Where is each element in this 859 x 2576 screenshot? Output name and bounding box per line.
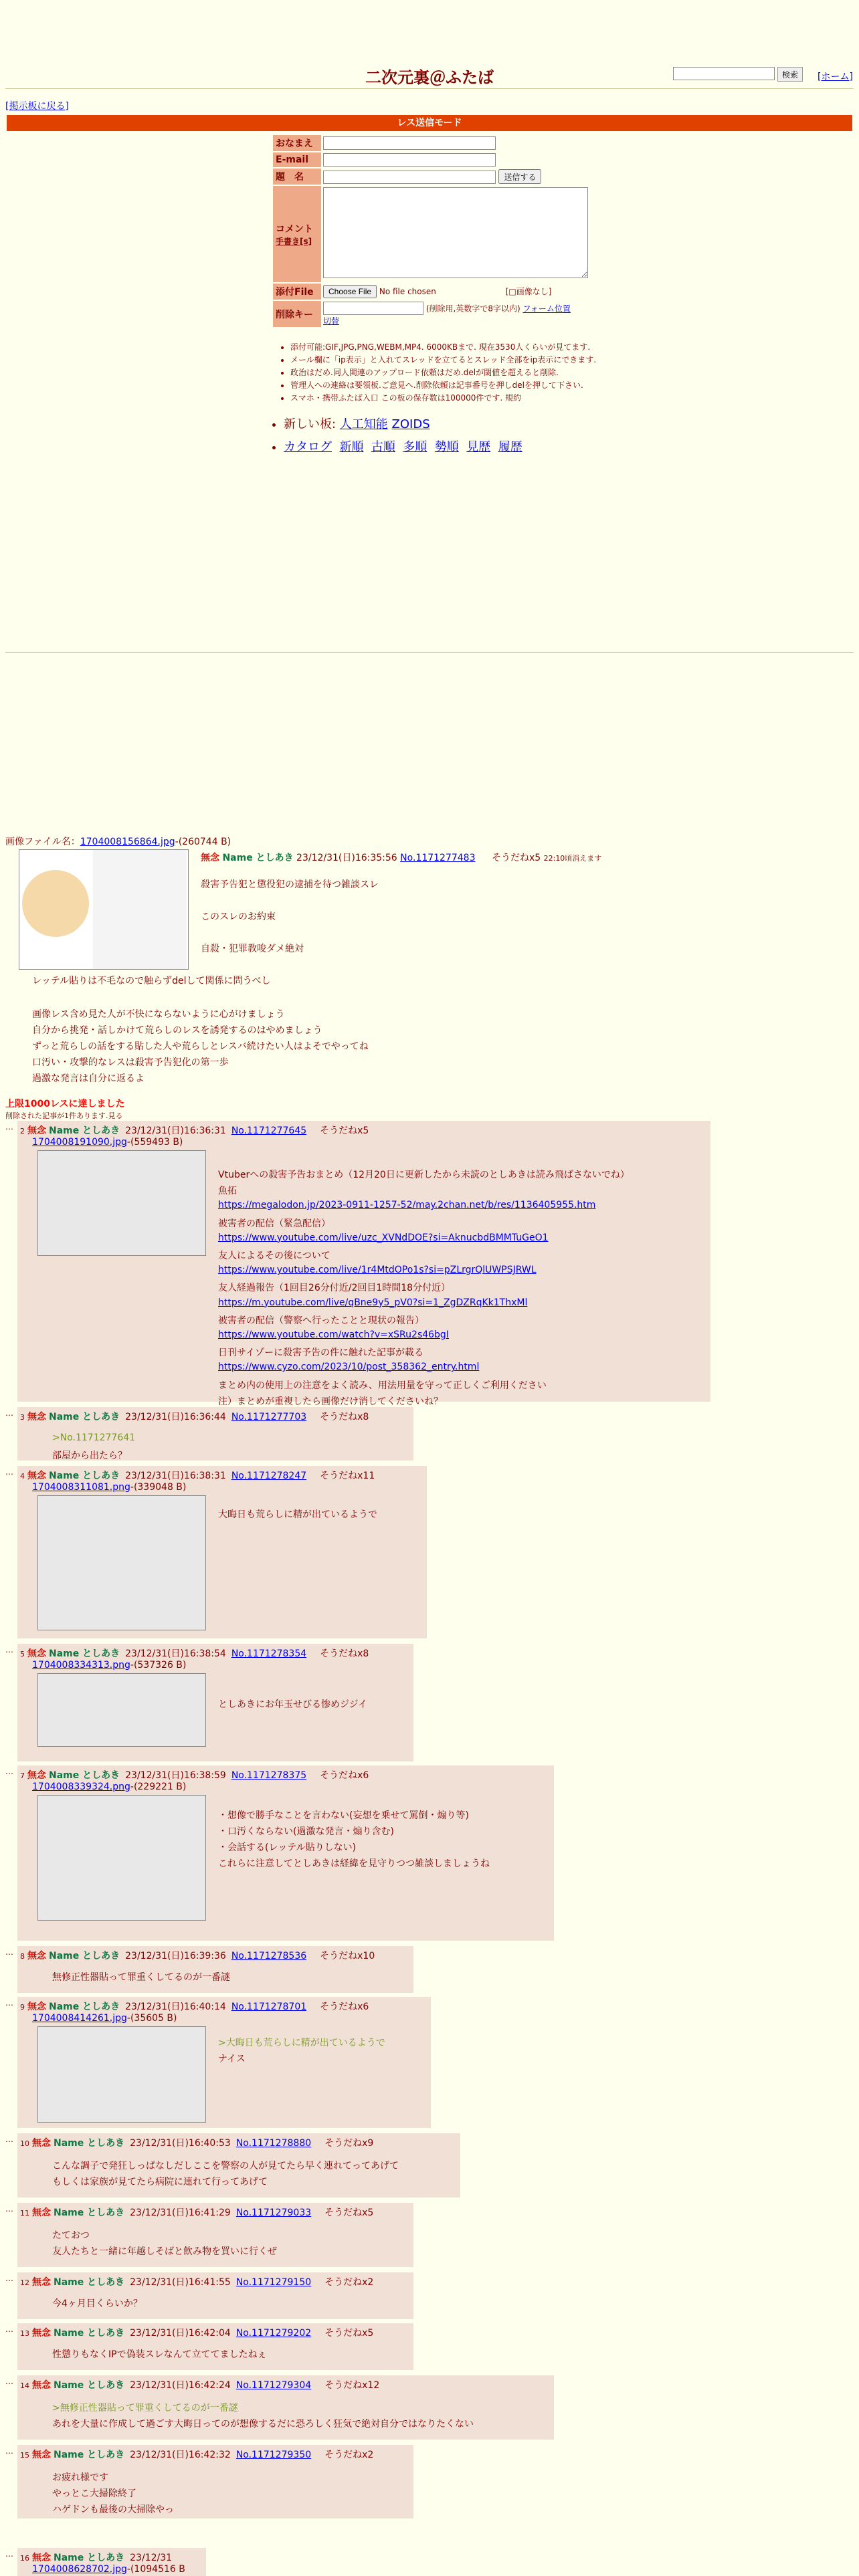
op-name: Name としあき xyxy=(222,853,294,863)
post-form xyxy=(272,134,590,328)
reply-thumbnail[interactable] xyxy=(37,1673,206,1747)
op-line: 自分から挑発・話しかけて荒らしのレスを誘発するのはやめましょう xyxy=(32,1025,322,1036)
reply-post xyxy=(5,1997,431,2128)
reply-header xyxy=(20,1410,369,1423)
reply-line: お疲れ様です xyxy=(52,2472,108,2483)
reply-name: Name としあき xyxy=(49,1648,120,1659)
reply-sodane[interactable]: そうだねx6 xyxy=(320,1770,369,1781)
reply-header xyxy=(20,1646,369,1660)
notes-list xyxy=(281,341,625,405)
reply-line: 性懲りもなくIPで偽装スレなんて立ててましたねぇ xyxy=(52,2349,267,2360)
reply-file-link[interactable]: 1704008191090.jpg xyxy=(32,1137,127,1148)
reply-sodane[interactable]: そうだねx12 xyxy=(324,2380,380,2391)
op-line: 自殺・犯罪教唆ダメ絶対 xyxy=(201,944,304,954)
op-file-link[interactable]: 1704008156864.jpg xyxy=(80,837,175,847)
reply-file-size: -(1094516 B xyxy=(126,2564,185,2575)
reply-subject: 無念 xyxy=(27,1412,46,1422)
reply-post-number[interactable]: No.1171277645 xyxy=(231,1125,307,1136)
reply-quote: >無修正性器貼って罪重くしてるのが一番謎 xyxy=(52,2403,238,2413)
reply-date: 23/12/31(日)16:39:36 xyxy=(125,1951,226,1961)
reply-index: 2 xyxy=(20,1127,25,1136)
reply-subject: 無念 xyxy=(27,2002,46,2012)
reply-line: こんな調子で発狂しっぱなしだしここを警察の人が見てたら早く連れてってあげて xyxy=(52,2161,399,2171)
reply-index: 15 xyxy=(20,2451,29,2460)
reply-name: Name としあき xyxy=(54,2138,125,2149)
reply-line: ・口汚くならない(過激な発言・煽り含む) xyxy=(218,1826,394,1837)
reply-header xyxy=(20,1768,369,1782)
reply-marker: … xyxy=(5,2135,13,2144)
op-line: 画像レス含め見た人が不快にならないように心がけましょう xyxy=(32,1009,285,1020)
reply-link[interactable]: https://www.youtube.com/live/uzc_XVNdDOE?si=AknucbdBMMTuGeO1 xyxy=(218,1232,549,1243)
reply-line: まとめ内の使用上の注意をよく読み、用法用量を守って正しくご利用ください xyxy=(218,1380,547,1391)
reply-sodane[interactable]: そうだねx9 xyxy=(324,2138,374,2149)
reply-line: Vtuberへの殺害予告おまとめ（12月20日に更新したから未読のとしあきは読み飛ばさないでね） xyxy=(218,1170,630,1180)
reply-marker: … xyxy=(5,2446,13,2456)
catalog-nav xyxy=(284,437,522,455)
reply-name: Name としあき xyxy=(54,2277,125,2288)
reply-marker: … xyxy=(5,1645,13,1654)
reply-subject: 無念 xyxy=(32,2328,51,2339)
home-link[interactable]: [ホーム] xyxy=(818,72,853,82)
comment-label: コメント xyxy=(276,223,313,235)
reply-post-number[interactable]: No.1171279033 xyxy=(235,2208,312,2218)
op-line: 口汚い・攻撃的なレスは殺害予告犯化の第一歩 xyxy=(32,1057,229,1068)
reply-date: 23/12/31(日)16:41:55 xyxy=(130,2277,231,2288)
reply-thumbnail[interactable] xyxy=(37,1495,206,1630)
reply-marker: … xyxy=(5,2377,13,2386)
reply-post-number[interactable]: No.1171278375 xyxy=(231,1770,307,1781)
reply-marker: … xyxy=(5,2325,13,2334)
divider xyxy=(5,88,854,90)
search-button[interactable]: 検索 xyxy=(777,67,803,82)
reply-header xyxy=(20,2378,379,2391)
reply-line: 無修正性器貼って罪重くしてるのが一番謎 xyxy=(52,1972,230,1983)
reply-date: 23/12/31(日)16:38:31 xyxy=(125,1471,226,1481)
subject-field[interactable] xyxy=(323,171,496,184)
reply-name: Name としあき xyxy=(54,2553,125,2563)
reply-date: 23/12/31(日)16:38:54 xyxy=(125,1648,226,1659)
reply-post xyxy=(5,2323,413,2370)
reply-file-link[interactable]: 1704008311081.png xyxy=(32,1482,130,1493)
reply-post xyxy=(5,1765,554,1941)
reply-link[interactable]: https://www.cyzo.com/2023/10/post_358362_entry.html xyxy=(218,1362,480,1373)
reply-line: 友人によるその後について xyxy=(218,1251,330,1261)
reply-link[interactable]: https://m.youtube.com/live/qBne9y5_pV0?si=1_ZgDZRqKk1ThxMl xyxy=(218,1297,528,1308)
reply-sodane[interactable]: そうだねx6 xyxy=(320,2002,369,2012)
reply-post xyxy=(5,2203,413,2267)
reply-line: ハゲドンも最後の大掃除やっ xyxy=(52,2504,174,2515)
reply-sodane[interactable]: そうだねx2 xyxy=(324,2277,374,2288)
reply-file-link[interactable]: 1704008414261.jpg xyxy=(32,2013,127,2024)
new-board-link-ai[interactable]: 人工知能 xyxy=(339,417,388,431)
reply-marker: … xyxy=(5,1408,13,1418)
reply-index: 3 xyxy=(20,1413,25,1422)
reply-index: 9 xyxy=(20,2003,25,2012)
email-field[interactable] xyxy=(323,153,496,167)
delkey-label: 削除キー xyxy=(273,301,321,327)
reply-header xyxy=(20,2448,373,2461)
reply-name: Name としあき xyxy=(49,1951,120,1961)
new-board-link-zoids[interactable]: ZOIDS xyxy=(391,417,430,431)
reply-post xyxy=(5,2133,460,2197)
reply-subject: 無念 xyxy=(32,2138,51,2149)
reply-file-info xyxy=(32,2013,177,2024)
new-board-label: 新しい板: xyxy=(284,417,337,431)
reply-post xyxy=(5,1407,413,1461)
reply-name: Name としあき xyxy=(49,2002,120,2012)
reply-post-number[interactable]: No.1171279304 xyxy=(235,2380,312,2391)
phone-screenshot-image xyxy=(93,850,187,969)
reply-thumbnail[interactable] xyxy=(37,1795,206,1921)
reply-marker: … xyxy=(5,1998,13,2008)
reply-header xyxy=(20,2136,373,2149)
reply-post xyxy=(5,1946,413,1993)
name-field[interactable] xyxy=(323,136,496,150)
reply-name: Name としあき xyxy=(54,2328,125,2339)
reply-header xyxy=(20,2206,373,2219)
name-label: おなまえ xyxy=(273,135,321,151)
sort-momentum-link[interactable]: 勢順 xyxy=(434,440,459,454)
switch-link[interactable]: 切替 xyxy=(323,316,340,326)
note-item: • 政治はだめ.同人関連のアップロード依頼はだめ.delが閾値を超えると削除. xyxy=(290,366,625,378)
reply-header xyxy=(20,2326,373,2339)
delkey-field[interactable] xyxy=(323,302,423,315)
reply-link[interactable]: https://megalodon.jp/2023-0911-1257-52/may.2chan.net/b/res/1136405955.htm xyxy=(218,1200,596,1211)
reply-line: 部屋から出たら？ xyxy=(52,1451,127,1461)
reply-marker: … xyxy=(5,1947,13,1957)
reply-index: 10 xyxy=(20,2139,29,2148)
reply-name: Name としあき xyxy=(49,1471,120,1481)
reply-index: 5 xyxy=(20,1650,25,1658)
reply-post xyxy=(5,2272,413,2319)
reply-post xyxy=(5,2548,206,2576)
reply-line: 友人経過報告（1回目26分付近/2回目1時間18分付近） xyxy=(218,1283,451,1294)
reply-line: ・想像で勝手なことを言わない(妄想を乗せて罵倒・煽り等) xyxy=(218,1810,469,1821)
reply-subject: 無念 xyxy=(27,1471,46,1481)
handwriting-link[interactable]: 手書き[s] xyxy=(276,236,312,246)
no-image-checkbox[interactable]: [□画像なし] xyxy=(505,287,552,296)
reply-sodane[interactable]: そうだねx5 xyxy=(324,2208,374,2218)
reply-quote: >大晦日も荒らしに精が出ているようで xyxy=(218,2038,385,2048)
reply-line: もしくは家族が見てたら病院に連れて行ってあげて xyxy=(52,2177,268,2187)
reply-index: 16 xyxy=(20,2554,29,2563)
top-header xyxy=(0,0,859,94)
reply-post xyxy=(5,1466,427,1638)
note-item: • スマホ・携帯ふたば入口 この板の保存数は100000件です. 規約 xyxy=(290,392,625,403)
reply-line: 魚拓 xyxy=(218,1186,237,1197)
op-expire: 22:10頃消えます xyxy=(543,854,602,863)
reply-file-info xyxy=(32,1782,186,1792)
reply-line: あれを大量に作成して過ごす大晦日ってのが想像するだに恐ろしく狂気で絶対自分ではなりたくない xyxy=(52,2419,474,2430)
reply-header xyxy=(20,1123,369,1137)
reply-index: 13 xyxy=(20,2329,29,2338)
reply-line: 日刊サイゾーに殺害予告の件に触れた記事が載る xyxy=(218,1348,424,1359)
op-line: 過激な発言は自分に返るよ xyxy=(32,1073,145,1084)
reply-thumbnail[interactable] xyxy=(37,2026,206,2123)
reply-subject: 無念 xyxy=(27,1770,46,1781)
reply-header xyxy=(20,2000,369,2013)
post-history-link[interactable]: 履歴 xyxy=(498,440,522,454)
reply-line: 友人たちと一緒に年越しそばと飲み物を買いに行くぜ xyxy=(52,2246,277,2257)
reply-post xyxy=(5,1644,413,1761)
reply-name: Name としあき xyxy=(54,2380,125,2391)
note-item: • 管理人への連絡は要領板.ご意見へ.削除依頼は記事番号を押しdelを押して下さい. xyxy=(290,379,625,391)
reply-index: 8 xyxy=(20,1952,25,1961)
back-to-board-link[interactable]: [掲示板に戻る] xyxy=(5,101,69,112)
reply-file-size: -(559493 B) xyxy=(126,1137,183,1148)
reply-mode-bar: レス送信モード xyxy=(7,115,852,131)
reply-marker: … xyxy=(5,2204,13,2214)
reply-line: 注）まとめが重複したら画像だけ消してくださいね？ xyxy=(218,1396,443,1407)
reply-index: 12 xyxy=(20,2278,29,2287)
subject-label: 題 名 xyxy=(273,169,321,185)
reply-subject: 無念 xyxy=(27,1125,46,1136)
new-board-item xyxy=(284,415,522,432)
reply-header xyxy=(20,2551,172,2564)
reply-line: これらに注意してとしあきは経緯を見守りつつ雑談しましょうね xyxy=(218,1858,490,1869)
reply-date: 23/12/31 xyxy=(130,2553,173,2563)
reply-post-number[interactable]: No.1171279202 xyxy=(235,2328,312,2339)
board-links xyxy=(268,415,522,460)
reply-date: 23/12/31(日)16:42:04 xyxy=(130,2328,231,2339)
reply-quote: >No.1171277641 xyxy=(52,1432,136,1443)
comment-textarea[interactable] xyxy=(323,187,588,278)
reply-subject: 無念 xyxy=(32,2553,51,2563)
reply-post-number[interactable]: No.1171278536 xyxy=(231,1951,307,1961)
reply-line: 今4ヶ月目くらいか？ xyxy=(52,2298,142,2309)
comment-label-cell xyxy=(273,186,321,282)
delkey-note: (削除用,英数字で8字以内) xyxy=(425,304,520,314)
reply-name: Name としあき xyxy=(49,1125,120,1136)
file-label: 添付File xyxy=(273,284,321,300)
note-item: • 添付可能:GIF,JPG,PNG,WEBM,MP4. 6000KBまで. 現在3530人くらいが見てます. xyxy=(290,341,625,352)
email-label: E-mail xyxy=(273,152,321,167)
reply-subject: 無念 xyxy=(32,2380,51,2391)
reply-file-info xyxy=(32,2564,185,2575)
sort-new-link[interactable]: 新順 xyxy=(339,440,364,454)
op-file-size: -(260744 B) xyxy=(175,837,231,847)
reply-line: たておつ xyxy=(52,2230,90,2241)
form-position-link[interactable]: フォーム位置 xyxy=(522,304,571,314)
reply-line: ナイス xyxy=(218,2054,246,2064)
reply-date: 23/12/31(日)16:40:53 xyxy=(130,2138,231,2149)
file-status: No file chosen xyxy=(379,287,436,296)
reply-line: やっとこ大掃除終了 xyxy=(52,2488,136,2499)
reply-index: 11 xyxy=(20,2209,29,2218)
reply-line: 被害者の配信（警察へ行ったことと現状の報告） xyxy=(218,1315,424,1326)
reply-file-link[interactable]: 1704008339324.png xyxy=(32,1782,130,1792)
choose-file-button[interactable]: Choose File xyxy=(323,285,377,298)
reply-file-info xyxy=(32,1137,183,1148)
reply-sodane[interactable]: そうだねx2 xyxy=(324,2450,374,2460)
reply-line: としあきにお年玉せびる惨めジジイ xyxy=(218,1699,367,1710)
divider xyxy=(5,652,854,653)
op-subject: 無念 xyxy=(201,853,219,863)
reply-line: 大晦日も荒らしに精が出ているようで xyxy=(218,1509,377,1520)
reply-date: 23/12/31(日)16:38:59 xyxy=(125,1770,226,1781)
op-line: 殺害予告犯と懲役犯の逮捕を待つ雑談スレ xyxy=(201,879,379,890)
reply-post-number[interactable]: No.1171279350 xyxy=(235,2450,312,2460)
sort-old-link[interactable]: 古順 xyxy=(371,440,395,454)
reply-subject: 無念 xyxy=(32,2450,51,2460)
op-post-number[interactable]: No.1171277483 xyxy=(400,853,476,863)
reply-post xyxy=(5,2375,554,2440)
catalog-link[interactable]: カタログ xyxy=(284,440,332,454)
submit-button[interactable]: 送信する xyxy=(498,169,541,184)
reply-sodane[interactable]: そうだねx8 xyxy=(320,1648,369,1659)
reply-post-number[interactable]: No.1171279150 xyxy=(235,2277,312,2288)
reply-post-number[interactable]: No.1171278701 xyxy=(231,2002,307,2012)
reply-file-link[interactable]: 1704008628702.jpg xyxy=(32,2564,127,2575)
limit-subnote[interactable]: 削除された記事が1件あります.見る xyxy=(5,1111,123,1120)
reply-header xyxy=(20,2275,373,2288)
reply-subject: 無念 xyxy=(32,2277,51,2288)
reply-file-link[interactable]: 1704008334313.png xyxy=(32,1660,130,1671)
reply-date: 23/12/31(日)16:42:24 xyxy=(130,2380,231,2391)
reply-marker: … xyxy=(5,2549,13,2559)
reply-header xyxy=(20,1469,375,1482)
reply-date: 23/12/31(日)16:36:31 xyxy=(125,1125,226,1136)
reply-date: 23/12/31(日)16:42:32 xyxy=(130,2450,231,2460)
reply-file-size: -(339048 B) xyxy=(130,1482,187,1493)
reply-name: Name としあき xyxy=(49,1770,120,1781)
reply-link[interactable]: https://www.youtube.com/live/1r4MtdOPo1s?si=pZLrgrQlUWPSJRWL xyxy=(218,1265,537,1276)
reply-sodane[interactable]: そうだねx8 xyxy=(320,1412,369,1422)
reply-subject: 無念 xyxy=(27,1648,46,1659)
reply-link[interactable]: https://www.youtube.com/watch?v=xSRu2s46bgI xyxy=(218,1329,449,1340)
reply-name: Name としあき xyxy=(49,1412,120,1422)
reply-line: 被害者の配信（緊急配信） xyxy=(218,1218,330,1229)
reply-index: 4 xyxy=(20,1472,25,1481)
reply-post-number[interactable]: No.1171278247 xyxy=(231,1471,307,1481)
op-line: ずっと荒らしの話をする貼した人や荒らしとレスバ続けたい人はよそでやってね xyxy=(32,1041,369,1052)
reply-file-size: -(35605 B) xyxy=(126,2013,177,2024)
op-line: レッテル貼りは不毛なので触らずdelして関係に問うべし xyxy=(32,976,271,986)
reply-post xyxy=(5,2445,413,2518)
reply-file-size: -(537326 B) xyxy=(130,1660,187,1671)
reply-line: ・会話する(レッテル貼りしない) xyxy=(218,1842,357,1853)
view-history-link[interactable]: 見歴 xyxy=(466,440,491,454)
reply-marker: … xyxy=(5,1122,13,1132)
reply-file-size: -(229221 B) xyxy=(130,1782,187,1792)
reply-post-number[interactable]: No.1171277703 xyxy=(231,1412,307,1422)
emoji-face-image xyxy=(22,870,89,937)
reply-sodane[interactable]: そうだねx11 xyxy=(320,1471,375,1481)
reply-post-number[interactable]: No.1171278354 xyxy=(231,1648,307,1659)
reply-file-info xyxy=(32,1660,186,1671)
reply-subject: 無念 xyxy=(32,2208,51,2218)
reply-marker: … xyxy=(5,2274,13,2283)
reply-marker: … xyxy=(5,1767,13,1776)
op-line: このスレのお約束 xyxy=(201,911,276,922)
reply-date: 23/12/31(日)16:36:44 xyxy=(125,1412,226,1422)
op-sodane[interactable]: そうだねx5 xyxy=(491,853,541,863)
op-file-label: 画像ファイル名： xyxy=(5,837,80,847)
reply-header xyxy=(20,1949,375,1962)
reply-post-number[interactable]: No.1171278880 xyxy=(235,2138,312,2149)
page-title: 二次元裏＠ふたば xyxy=(365,68,494,87)
reply-subject: 無念 xyxy=(27,1951,46,1961)
reply-sodane[interactable]: そうだねx5 xyxy=(320,1125,369,1136)
reply-date: 23/12/31(日)16:40:14 xyxy=(125,2002,226,2012)
reply-name: Name としあき xyxy=(54,2450,125,2460)
search-input[interactable] xyxy=(673,67,775,80)
op-date: 23/12/31(日)16:35:56 xyxy=(296,853,397,863)
reply-sodane[interactable]: そうだねx5 xyxy=(324,2328,374,2339)
reply-name: Name としあき xyxy=(54,2208,125,2218)
reply-date: 23/12/31(日)16:41:29 xyxy=(130,2208,231,2218)
limit-notice: 上限1000レスに達しました xyxy=(5,1099,125,1109)
reply-file-info xyxy=(32,1482,186,1493)
reply-thumbnail[interactable] xyxy=(37,1150,206,1256)
reply-sodane[interactable]: そうだねx10 xyxy=(320,1951,375,1961)
op-header xyxy=(201,851,601,864)
reply-index: 7 xyxy=(20,1772,25,1780)
op-thumbnail[interactable] xyxy=(19,849,189,970)
op-file-info xyxy=(5,835,231,848)
note-item: • メール欄に「ip表示」と入れてスレッドを立てるとスレッド全部をip表示にできます. xyxy=(290,354,625,365)
reply-post xyxy=(5,1121,710,1407)
reply-index: 14 xyxy=(20,2381,29,2390)
sort-many-link[interactable]: 多順 xyxy=(403,440,427,454)
reply-marker: … xyxy=(5,1467,13,1477)
